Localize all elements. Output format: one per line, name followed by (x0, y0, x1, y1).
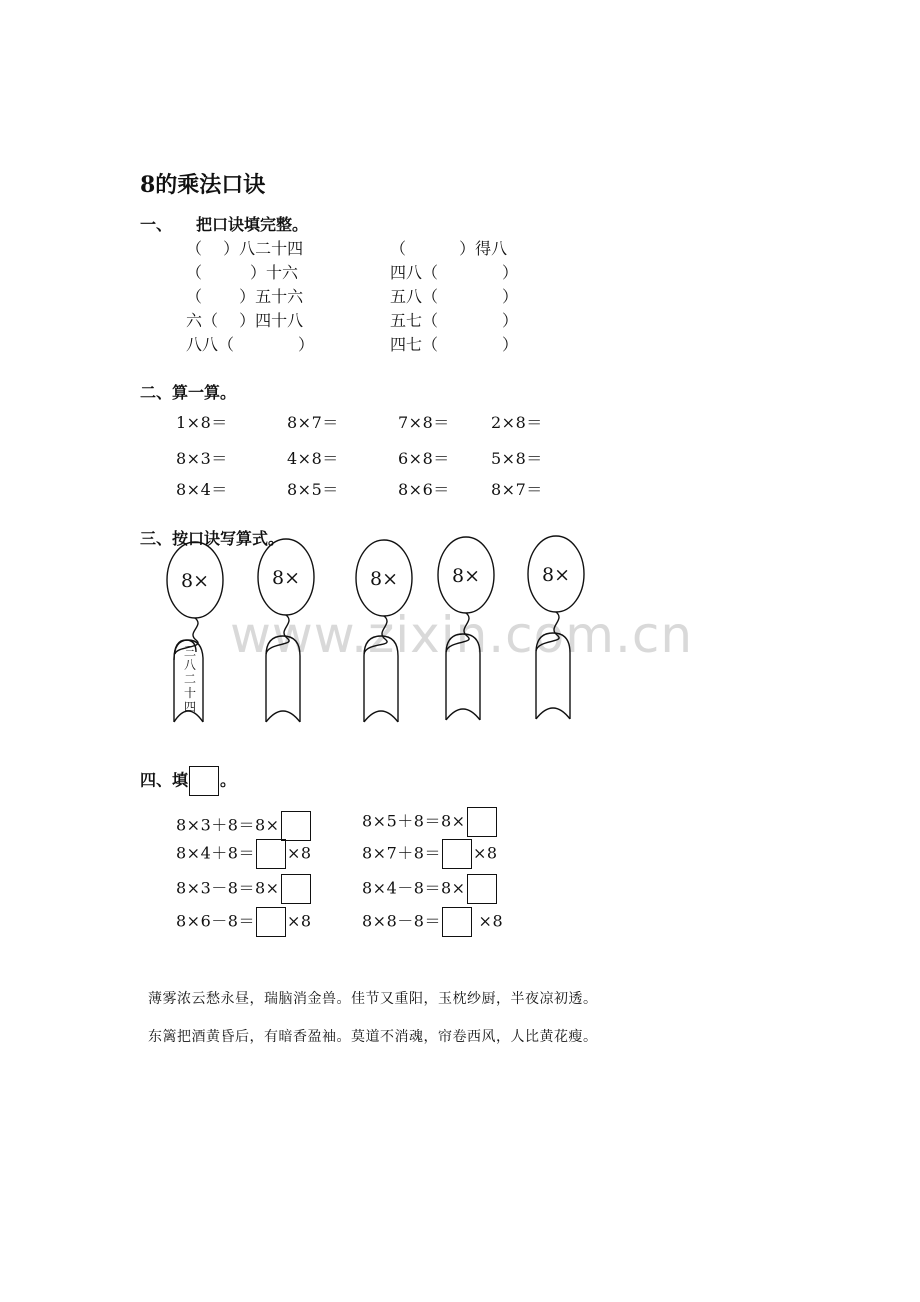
s2-r3-c1: 8×4＝ (176, 480, 228, 499)
s1-r5-right: 四七（ ） (390, 335, 519, 354)
section1-heading: 一、 把口诀填完整。 (140, 215, 309, 234)
s1-r4-right: 五七（ ） (390, 311, 519, 330)
s1-r2-right: 四八（ ） (390, 263, 519, 282)
s4-right-2-text: 8×7＋8＝ (362, 843, 441, 863)
s2-r1-c2: 8×7＝ (287, 413, 339, 432)
s4-left-4-suffix: ×8 (286, 911, 312, 931)
s1-r1-left: （ ）八二十四 (186, 239, 304, 258)
balloon-3-label: 8× (369, 568, 399, 590)
s4-right-1-text: 8×5＋8＝8× (362, 811, 466, 831)
poem-line-2: 东篱把酒黄昏后，有暗香盈袖。莫道不消魂，帘卷西风，人比黄花瘦。 (148, 1029, 598, 1045)
answer-box[interactable] (256, 907, 286, 937)
first-card-text: 三八二十四 (183, 644, 196, 714)
s1-r4-left: 六（ ）四十八 (186, 311, 304, 330)
s1-r2-left: （ ）十六 (186, 263, 299, 282)
answer-box[interactable] (442, 839, 472, 869)
answer-box[interactable] (281, 811, 311, 841)
s2-r2-c3: 6×8＝ (398, 449, 450, 468)
s2-r2-c2: 4×8＝ (287, 449, 339, 468)
s1-r1-right: （ ）得八 (390, 239, 508, 258)
s4-left-2 (176, 839, 312, 869)
answer-box[interactable] (442, 907, 472, 937)
page-title: 8的乘法口诀 (140, 172, 266, 198)
s4-right-3 (362, 874, 498, 904)
balloon-1-label: 8× (180, 570, 210, 592)
s4-right-2-suffix: ×8 (472, 843, 498, 863)
answer-box[interactable] (281, 874, 311, 904)
s4-right-3-text: 8×4－8＝8× (362, 878, 466, 898)
s4-right-1 (362, 807, 498, 837)
s4-right-4 (362, 907, 503, 937)
balloon-4-label: 8× (451, 565, 481, 587)
answer-box[interactable] (467, 874, 497, 904)
s2-r1-c1: 1×8＝ (176, 413, 228, 432)
answer-box[interactable] (467, 807, 497, 837)
section4-heading (140, 766, 236, 796)
answer-box-sample (189, 766, 219, 796)
section4-heading-suffix: 。 (220, 770, 237, 790)
balloon-2-label: 8× (271, 567, 301, 589)
s2-r2-c4: 5×8＝ (491, 449, 543, 468)
answer-box[interactable] (256, 839, 286, 869)
s4-right-4-suffix: ×8 (472, 911, 504, 931)
s2-r1-c3: 7×8＝ (398, 413, 450, 432)
s2-r3-c4: 8×7＝ (491, 480, 543, 499)
s4-left-2-text: 8×4＋8＝ (176, 843, 255, 863)
section4-heading-prefix: 四、填 (140, 770, 189, 790)
section3-heading: 三、按口诀写算式。 (140, 529, 285, 548)
s4-right-2 (362, 839, 498, 869)
s4-left-2-suffix: ×8 (286, 843, 312, 863)
section2-heading: 二、算一算。 (140, 383, 237, 402)
s1-r3-right: 五八（ ） (390, 287, 519, 306)
s4-left-4-text: 8×6－8＝ (176, 911, 255, 931)
s4-left-3-text: 8×3－8＝8× (176, 878, 280, 898)
s2-r3-c3: 8×6＝ (398, 480, 450, 499)
s2-r3-c2: 8×5＝ (287, 480, 339, 499)
balloon-5-label: 8× (541, 564, 571, 586)
s4-right-4-text: 8×8－8＝ (362, 911, 441, 931)
s2-r1-c4: 2×8＝ (491, 413, 543, 432)
s4-left-4 (176, 907, 312, 937)
s4-left-3 (176, 874, 312, 904)
s1-r3-left: （ ）五十六 (186, 287, 304, 306)
watermark: www.zixin.com.cn (230, 606, 694, 664)
poem-line-1: 薄雾浓云愁永昼，瑞脑消金兽。佳节又重阳，玉枕纱厨，半夜凉初透。 (148, 991, 598, 1007)
s1-r5-left: 八八（ ） (186, 335, 315, 354)
s4-left-1-text: 8×3＋8＝8× (176, 815, 280, 835)
s4-left-1 (176, 811, 312, 841)
s2-r2-c1: 8×3＝ (176, 449, 228, 468)
